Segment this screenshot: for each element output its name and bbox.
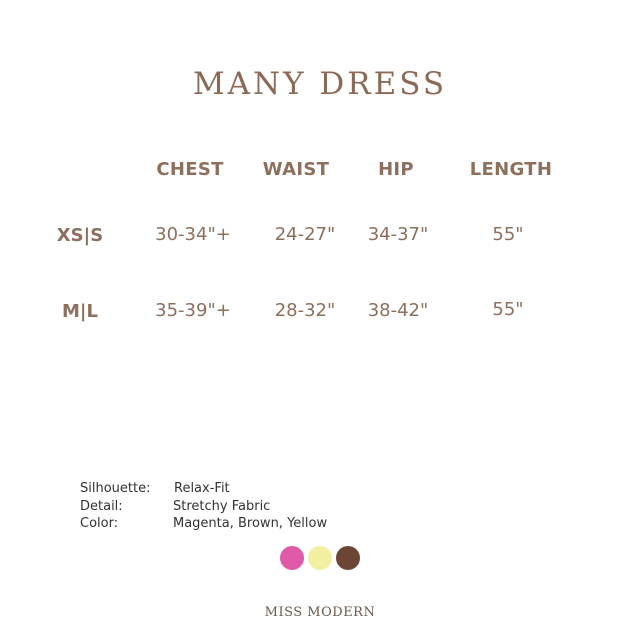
cell-waist: 24-27" — [274, 224, 336, 245]
brand-logo: MISS MODERN — [264, 605, 376, 620]
cell-chest: 35-39"+ — [155, 300, 231, 321]
cell-hip: 34-37" — [367, 224, 429, 245]
cell-waist: 28-32" — [274, 300, 336, 321]
cell-hip: 38-42" — [367, 300, 429, 321]
column-header-chest: CHEST — [156, 159, 224, 180]
column-header-hip: HIP — [378, 159, 414, 180]
spec-value: Relax-Fit — [174, 481, 230, 496]
swatch-magenta — [280, 546, 304, 570]
column-header-waist: WAIST — [262, 159, 330, 180]
spec-label: Detail: — [80, 499, 123, 514]
spec-value: Stretchy Fabric — [173, 499, 271, 514]
swatch-brown — [336, 546, 360, 570]
row-label-size: XS|S — [56, 225, 104, 246]
page-title: MANY DRESS — [192, 66, 448, 102]
cell-chest: 30-34"+ — [155, 224, 231, 245]
spec-value: Magenta, Brown, Yellow — [173, 516, 328, 531]
spec-label: Color: — [80, 516, 119, 531]
swatch-yellow — [308, 546, 332, 570]
column-header-length: LENGTH — [469, 159, 553, 180]
row-label-size: M|L — [62, 301, 98, 322]
cell-length: 55" — [492, 299, 524, 320]
cell-length: 55" — [492, 224, 524, 245]
spec-label: Silhouette: — [80, 481, 151, 496]
